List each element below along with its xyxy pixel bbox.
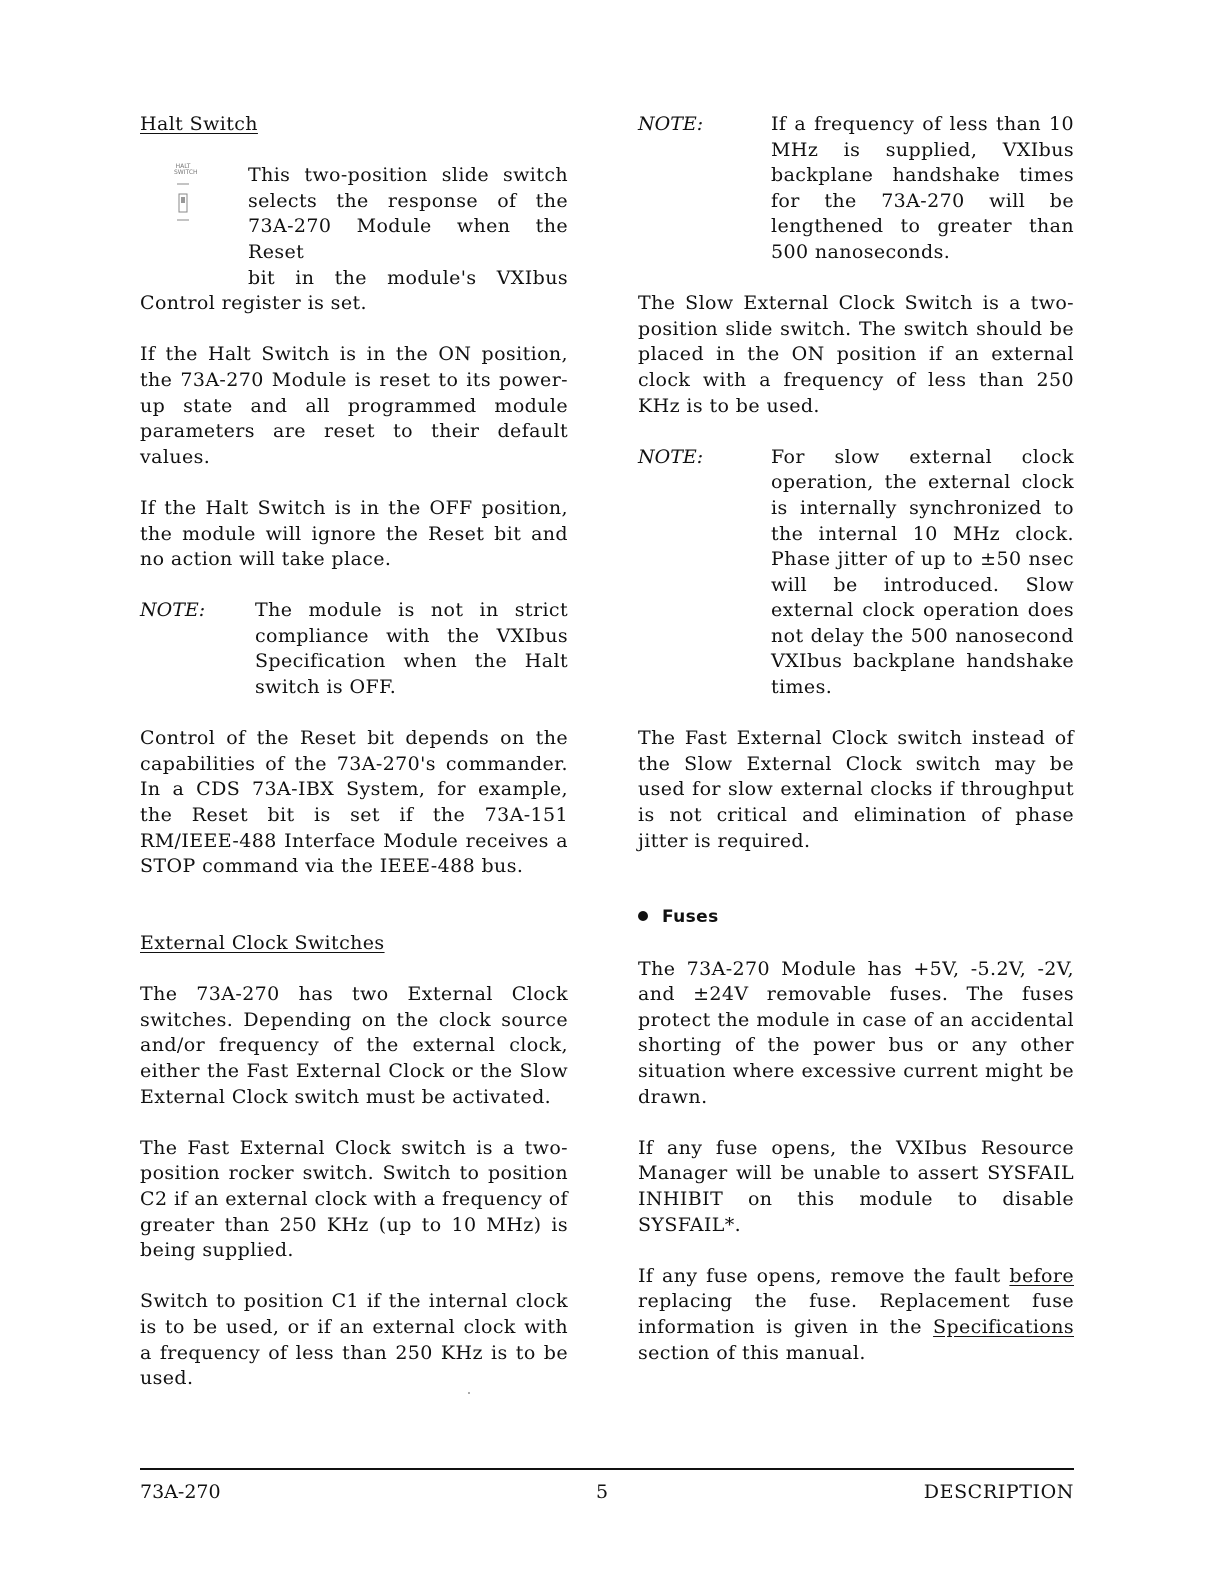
left-column (140, 112, 568, 1392)
text-run: section of this manual. (638, 1341, 866, 1364)
external-clock-paragraph: The 73A-270 has two External Clock switches. Depending on the clock source and/or frequency of the external clock, either the Fast External Clock or the Slow External Clock switch must be activated. (140, 983, 568, 1108)
halt-icon-label: HALT (175, 163, 191, 170)
bullet-icon (638, 911, 648, 921)
halt-off-paragraph: If the Halt Switch is in the OFF position, the module will ignore the Reset bit and no action will take place. (140, 496, 568, 571)
note-label: NOTE: (140, 599, 206, 622)
footer-rule (140, 1468, 1074, 1470)
fuses-heading-text: Fuses (662, 907, 719, 928)
fast-instead-paragraph: The Fast External Clock switch instead of the Slow External Clock switch may be used for slow external clocks if throughput is not critical and elimination of phase jitter is required. (638, 727, 1074, 852)
fuses-heading (638, 905, 1074, 931)
halt-intro-line: This two-position slide switch (248, 164, 568, 187)
reset-control-paragraph: Control of the Reset bit depends on the capabilities of the 73A-270's commander. In a CDS 73A-IBX System, for example, the Reset bit is set if the 73A-151 RM/IEEE-488 Interface Module receives a STOP command via the IEEE-488 bus. (140, 727, 568, 878)
footer-model: 73A-270 (140, 1481, 221, 1503)
fast-clock-paragraph: The Fast External Clock switch is a two-position rocker switch. Switch to position C2 if an external clock with a frequency of greater than 250 KHz (up to 10 MHz) is being supplied. (140, 1136, 568, 1262)
position-c1-paragraph: Switch to position C1 if the internal clock is to be used, or if an external clock with a frequency of less than 250 KHz is to be used. (140, 1290, 568, 1390)
frequency-note (638, 112, 1074, 266)
halt-switch-heading: Halt Switch (140, 113, 258, 135)
halt-switch-section (140, 112, 568, 317)
halt-intro-last-line: Control register is set. (140, 292, 367, 315)
halt-intro-line: bit in the module's VXIbus (248, 266, 568, 289)
specifications-reference: Specifications (933, 1315, 1074, 1338)
note-text: If a frequency of less than 10 MHz is supplied, VXIbus backplane handshake times for the 73A-270 will be lengthened to greater than 500 nanoseconds. (771, 113, 1074, 263)
fuse-opens-paragraph: If any fuse opens, the VXIbus Resource Manager will be unable to assert SYSFAIL INHIBIT on this module to disable SYSFAIL*. (638, 1136, 1074, 1236)
switch-icon-label: SWITCH (174, 169, 198, 176)
right-column (638, 112, 1074, 1366)
halt-on-paragraph: If the Halt Switch is in the ON position, the 73A-270 Module is reset to its power-up state and all programmed module parameters are reset to their default values. (140, 343, 568, 468)
page-number: 5 (596, 1481, 609, 1503)
text-run: If any fuse opens, remove the fault (638, 1264, 1010, 1287)
external-clock-heading: External Clock Switches (140, 932, 385, 954)
text-run: replacing the fuse. Replacement fuse information is given in the (638, 1290, 1074, 1338)
halt-intro (248, 163, 568, 291)
footer-section: DESCRIPTION (923, 1481, 1074, 1503)
fuses-paragraph: The 73A-270 Module has +5V, -5.2V, -2V, and ±24V removable fuses. The fuses protect the module in case of an accidental shorting of the power bus or any other situation where excessive current might be drawn. (638, 957, 1074, 1108)
note-label: NOTE: (638, 113, 704, 135)
halt-note (140, 598, 568, 700)
slide-switch-icon (174, 176, 192, 228)
halt-intro-line: selects the response of the (248, 189, 568, 212)
before-emphasis: before (1009, 1264, 1074, 1287)
fuse-replace-paragraph (638, 1264, 1074, 1366)
note-label: NOTE: (638, 445, 704, 468)
note-text: For slow external clock operation, the external clock is internally synchronized to the internal 10 MHz clock. Phase jitter of up to ±50 nsec will be introduced. Slow external clock operation does not delay the 500 nanosecond VXIbus backplane handshake times. (771, 445, 1074, 699)
scan-speck (468, 1392, 470, 1394)
slow-clock-paragraph: The Slow External Clock Switch is a two-position slide switch. The switch should be placed in the ON position if an external clock with a frequency of less than 250 KHz is to be used. (638, 292, 1074, 417)
slow-clock-note (638, 445, 1074, 701)
halt-intro-line: 73A-270 Module when the Reset (248, 215, 568, 263)
halt-switch-icon (174, 163, 198, 230)
note-text: The module is not in strict compliance with the VXIbus Specification when the Halt switch is OFF. (255, 599, 568, 699)
